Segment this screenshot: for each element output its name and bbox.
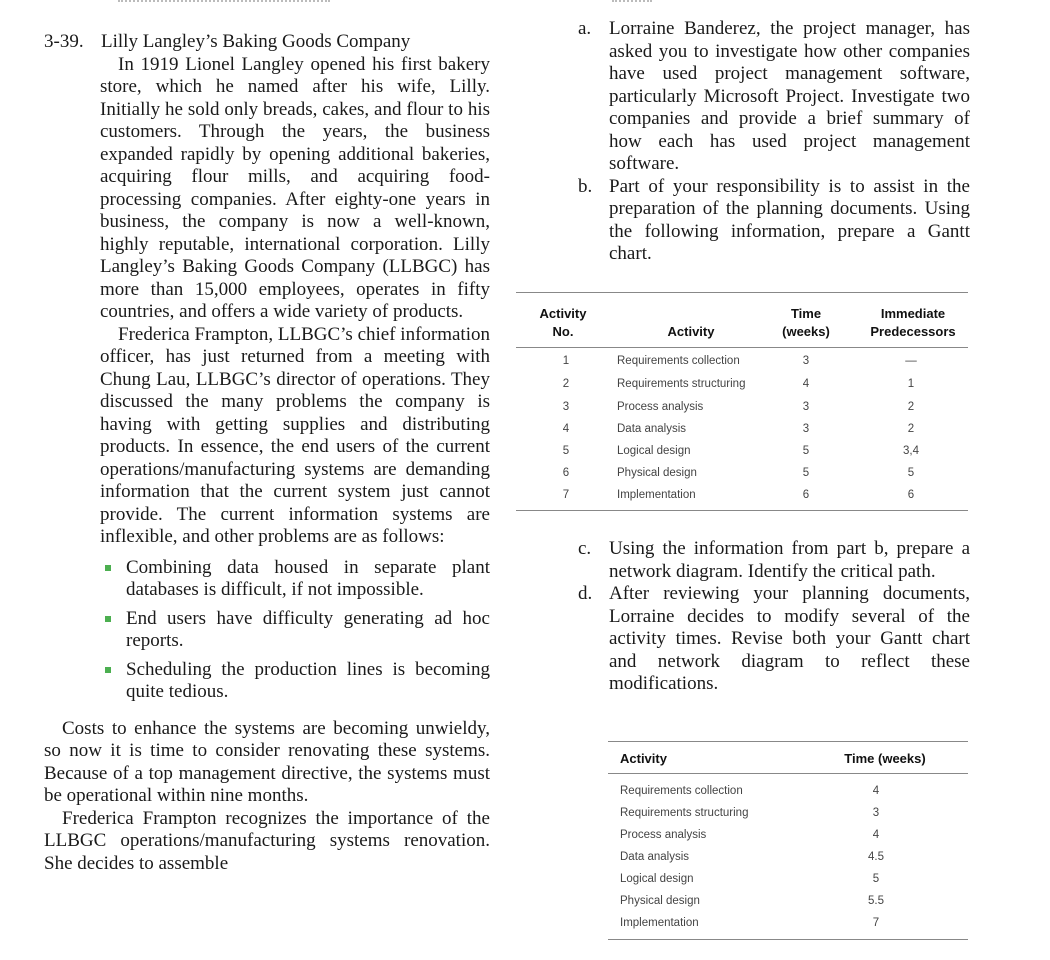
paragraph: Frederica Frampton recognizes the importance of the LLBGC operations/manufacturing systems renovation. She decides to assemble bbox=[44, 807, 490, 874]
question-a bbox=[578, 18, 970, 176]
column-header-time: Time (weeks) bbox=[844, 751, 926, 766]
table-rule bbox=[608, 741, 968, 742]
problem-list bbox=[100, 557, 490, 704]
question-b bbox=[578, 176, 970, 266]
column-header-activity: Activity bbox=[620, 751, 667, 766]
questions-column bbox=[578, 18, 970, 266]
table-rule bbox=[516, 510, 968, 511]
question-text: Using the information from part b, prepare a network diagram. Identify the critical path. bbox=[609, 538, 970, 582]
paragraph: In 1919 Lionel Langley opened his first bakery store, which he named after his wife, Lilly. Initially he sold only breads, cakes, and flour to his customers. Through the years, the business expanded rapidly by opening additional bakeries, acquiring flour mills, and acquiring food-processing companies. After eighty-one years in business, the company is now a well-known, highly reputable, international corporation. Lilly Langley’s Baking Goods Company (LLBGC) has more than 15,000 employees, operates in fifty countries, and offers a wide variety of products. bbox=[100, 53, 490, 322]
column-header-activity-no: Activity No. bbox=[539, 306, 587, 339]
cropped-text-fragment bbox=[612, 0, 652, 5]
column-header-predecessors: Immediate Predecessors bbox=[870, 306, 956, 339]
bullet-icon bbox=[105, 667, 111, 673]
cropped-text-fragment bbox=[118, 0, 330, 5]
question-letter: d. bbox=[578, 583, 593, 604]
table-rule bbox=[608, 773, 968, 774]
list-item: Scheduling the production lines is becoming quite tedious. bbox=[100, 659, 490, 704]
problem-column bbox=[44, 31, 490, 875]
question-c bbox=[578, 538, 970, 583]
question-text: Part of your responsibility is to assist in the preparation of the planning documents. Using the following information, prepare a Gantt chart. bbox=[609, 175, 970, 264]
column-header-activity: Activity bbox=[667, 324, 715, 339]
problem-body-continued bbox=[0, 718, 490, 876]
list-item: End users have difficulty generating ad hoc reports. bbox=[100, 608, 490, 653]
problem-heading bbox=[44, 31, 490, 54]
problem-number: 3-39. bbox=[44, 31, 84, 52]
column-header-time: Time (weeks) bbox=[782, 306, 830, 339]
question-letter: c. bbox=[578, 538, 592, 559]
problem-title: Lilly Langley’s Baking Goods Company bbox=[101, 31, 411, 52]
bullet-icon bbox=[105, 616, 111, 622]
paragraph: Frederica Frampton, LLBGC’s chief information officer, has just returned from a meeting with Chung Lau, LLBGC’s director of operations. They discussed the many problems the company is having with getting supplies and distributing products. In essence, the end users of the current operations/manufacturing systems are demanding information that the current system just cannot provide. The current information systems are inflexible, and other problems are as follows: bbox=[100, 323, 490, 547]
question-d bbox=[578, 583, 970, 696]
question-text: After reviewing your planning documents, Lorraine decides to modify several of the activity times. Revise both your Gantt chart and network diagram to reflect these modifications. bbox=[609, 583, 970, 694]
question-letter: a. bbox=[578, 18, 592, 39]
question-letter: b. bbox=[578, 175, 593, 197]
list-item: Combining data housed in separate plant databases is difficult, if not impossible. bbox=[100, 557, 490, 602]
table-rule bbox=[516, 292, 968, 293]
question-text: Lorraine Banderez, the project manager, has asked you to investigate how other companies have used project management software, particularly Microsoft Project. Investigate two companies and provide a brief summary of how each has used project management software. bbox=[609, 18, 970, 174]
textbook-page: 3-39. Lilly Langley’s Baking Goods Company In 1919 Lionel Langley opened his first bakery store, which he named after his wife, Lilly. Initially he sold only breads, cakes, and flour to his customers. Through the years, the business expanded rapidly by opening additional bakeries, acquiring flour mills, and acquiring food-processing companies. After eighty-one years in business, the company is now a well-known, highly reputable, international corporation. Lilly Langley’s Baking Goods Company (LLBGC) has more than 15,000 employees, operates in fifty countries, and offers a wide variety of products. Frederica Frampton, LLBGC’s chief information officer, has just returned from a meeting with Chung Lau, LLBGC’s director of operations. They discussed the many problems the company is having with getting supplies and distributing products. In essence, the end users of the current operations/manufacturing systems are demanding information that the current system just cannot provide. The current information systems are inflexible, and other problems are as follows: Combining data housed in separate plant databases is difficult, if not impossible. End users have difficulty generating ad hoc reports. Scheduling the production lines is becoming quite tedious. Costs to enhance the systems are becoming unwieldy, so now it is time to consider renovating these systems. Because of a top management directive, the systems must be operational within nine months. Frederica Frampton recognizes the importance of the LLBGC operations/manufacturing systems renovation. She decides to assemble a. Lorraine Banderez, the project manager, has asked you to investigate how other companies have used project management software, particularly Microsoft Project. Investigate two companies and provide a brief summary of how each has used project management software. b. Part of your responsibility is to assist in the preparation of the planning documents. Using the following information, prepare a Gantt chart. Activity No. Activity Time (weeks) Immediate Predecessors 1 Requirements collection 3 — 2 Requirements structuring 4 1 3 Process analysis 3 2 4 Data analysis 3 2 5 Logical design 5 3,4 6 Physical design 5 5 7 Implementation 6 6 c. Using the information from part b, prepare a network diagram. Identify the critical path. d. After reviewing your planning documents, Lorraine decides to modify several of the activity times. Revise both your Gantt chart and network diagram to reflect these modifications. Activity Time (weeks) Requirements collection 4 Requirements structuring 3 Process analysis 4 Data analysis 4.5 Logical design 5 Physical design 5.5 Implementation 7 bbox=[0, 0, 1050, 960]
bullet-icon bbox=[105, 565, 111, 571]
paragraph: Costs to enhance the systems are becoming unwieldy, so now it is time to consider renovating these systems. Because of a top management directive, the systems must be operational within nine months. bbox=[44, 717, 490, 806]
table-rule bbox=[608, 939, 968, 940]
table-rule bbox=[516, 347, 968, 348]
problem-body bbox=[44, 54, 490, 704]
questions-column-lower bbox=[578, 538, 970, 696]
